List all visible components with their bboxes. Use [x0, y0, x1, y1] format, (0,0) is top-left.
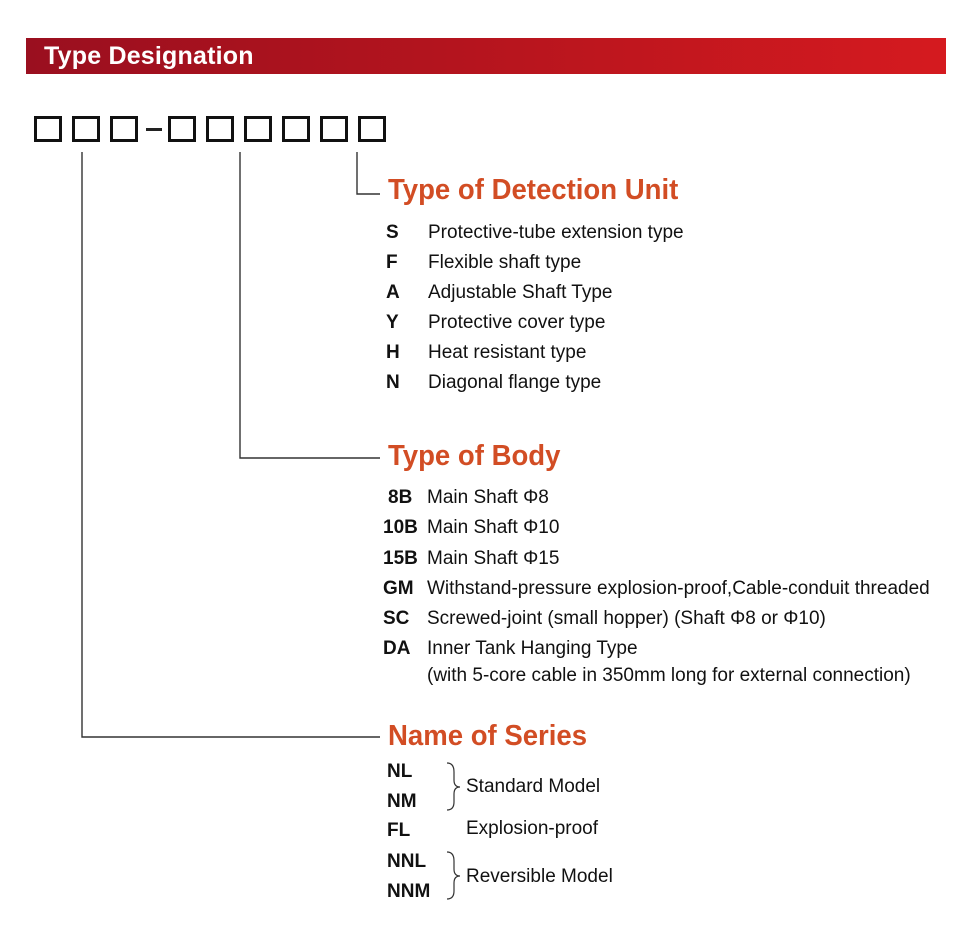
series-title: Name of Series: [388, 720, 588, 752]
leader-line-series: [82, 152, 380, 737]
detection-desc: Heat resistant type: [428, 342, 587, 363]
detection-code: F: [386, 252, 398, 273]
series-code: NL: [387, 761, 413, 782]
body-code: 10B: [383, 517, 418, 538]
series-desc: Reversible Model: [466, 866, 613, 887]
detection-code: Y: [386, 312, 399, 333]
series-desc: Explosion-proof: [466, 818, 599, 839]
body-desc: Main Shaft Φ8: [427, 487, 549, 508]
detection-desc: Adjustable Shaft Type: [428, 282, 613, 303]
detection-code: H: [386, 342, 400, 363]
detection-code: S: [386, 222, 399, 243]
body-code: DA: [383, 638, 411, 659]
detection-code: N: [386, 372, 400, 393]
body-code: 8B: [388, 487, 413, 508]
body-desc: Main Shaft Φ15: [427, 548, 560, 569]
body-desc-note: (with 5-core cable in 350mm long for external connection): [427, 665, 911, 686]
body-code: GM: [383, 578, 414, 599]
detection-desc: Protective-tube extension type: [428, 222, 684, 243]
body-code: SC: [383, 608, 410, 629]
detection-code: A: [386, 282, 400, 303]
header-title: Type Designation: [44, 42, 254, 70]
series-desc: Standard Model: [466, 776, 601, 797]
series-code: FL: [387, 820, 411, 841]
body-desc: Withstand-pressure explosion-proof,Cable-conduit threaded: [427, 578, 930, 599]
series-code: NNM: [387, 881, 431, 902]
body-desc: Inner Tank Hanging Type: [427, 638, 638, 659]
leader-line-detection-unit: [357, 152, 380, 194]
brace-reversible: [447, 852, 460, 899]
detection-desc: Protective cover type: [428, 312, 606, 333]
body-desc: Screwed-joint (small hopper) (Shaft Φ8 or Φ10): [427, 608, 826, 629]
series-code: NM: [387, 791, 417, 812]
brace-standard: [447, 763, 460, 810]
series-code: NNL: [387, 851, 427, 872]
detection-desc: Flexible shaft type: [428, 252, 582, 273]
body-code: 15B: [383, 548, 418, 569]
detection-desc: Diagonal flange type: [428, 372, 602, 393]
body-type-title: Type of Body: [388, 440, 561, 472]
body-desc: Main Shaft Φ10: [427, 517, 560, 538]
leader-line-body: [240, 152, 380, 458]
detection-unit-title: Type of Detection Unit: [388, 174, 679, 206]
